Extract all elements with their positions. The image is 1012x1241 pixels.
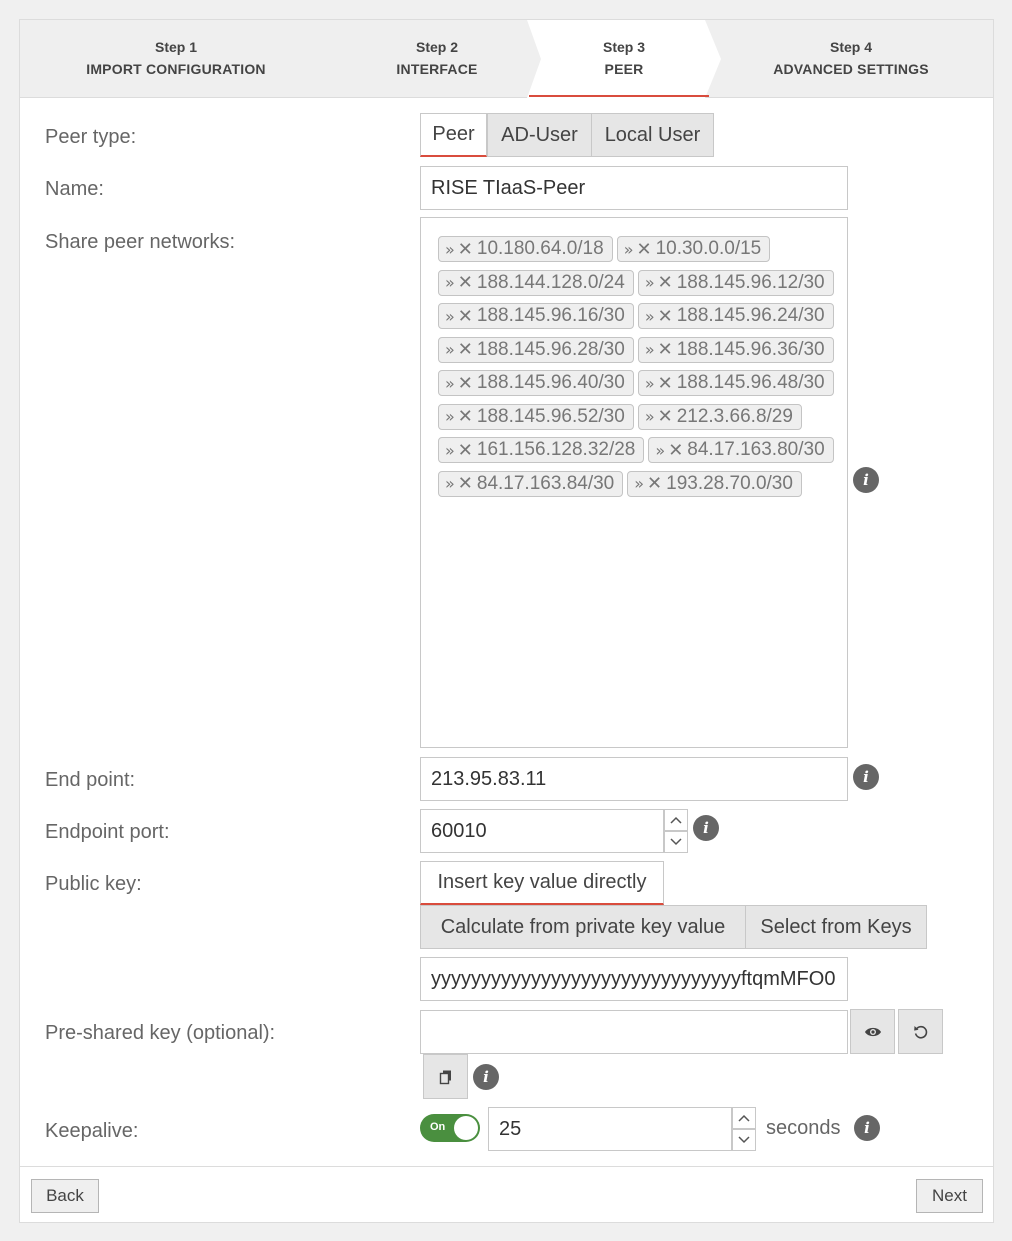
network-chip[interactable] xyxy=(648,437,833,463)
network-chip-label: 193.28.70.0/30 xyxy=(666,472,793,494)
network-chip-label: 84.17.163.84/30 xyxy=(476,472,615,494)
network-chip-label: 10.30.0.0/15 xyxy=(655,238,762,259)
network-chip-label: 84.17.163.80/30 xyxy=(687,439,825,460)
peer-type-peer-button[interactable]: Peer xyxy=(420,113,487,157)
drag-handle-icon[interactable]: » xyxy=(644,340,655,359)
drag-handle-icon[interactable]: » xyxy=(644,373,655,393)
endpoint-port-info-icon[interactable]: i xyxy=(693,815,719,841)
end-point-input[interactable] xyxy=(420,757,848,801)
network-chip-label: 188.145.96.28/30 xyxy=(476,338,625,360)
network-chip-label: 188.145.96.48/30 xyxy=(676,372,825,393)
remove-icon[interactable]: ✕ xyxy=(657,339,673,360)
keepalive-unit: seconds xyxy=(766,1117,841,1139)
network-chip[interactable] xyxy=(438,437,644,463)
step-advanced-settings[interactable] xyxy=(721,20,981,98)
keepalive-label: Keepalive: xyxy=(45,1120,139,1142)
network-chip-label: 212.3.66.8/29 xyxy=(676,405,793,427)
keepalive-input[interactable] xyxy=(488,1107,732,1151)
share-networks-field[interactable] xyxy=(420,217,848,748)
toggle-knob xyxy=(454,1116,478,1140)
network-chip-label: 188.145.96.36/30 xyxy=(676,338,825,360)
drag-handle-icon[interactable]: » xyxy=(644,407,655,426)
network-chip-label: 188.145.96.16/30 xyxy=(476,305,625,326)
network-chip-label: 161.156.128.32/28 xyxy=(476,439,636,460)
step-number: Step 1 xyxy=(154,39,197,55)
step-import-configuration[interactable] xyxy=(20,20,332,98)
drag-handle-icon[interactable]: » xyxy=(445,239,455,259)
peer-type-local-user-button[interactable]: Local User xyxy=(591,113,714,157)
psk-show-button[interactable] xyxy=(850,1009,895,1054)
psk-copy-button[interactable] xyxy=(423,1054,468,1099)
toggle-state-text: On xyxy=(430,1121,446,1133)
remove-icon[interactable]: ✕ xyxy=(657,406,673,427)
network-chip[interactable] xyxy=(438,337,634,363)
psk-regenerate-button[interactable] xyxy=(898,1009,943,1054)
step-peer[interactable] xyxy=(527,20,721,98)
drag-handle-icon[interactable]: » xyxy=(445,340,455,359)
drag-handle-icon[interactable]: » xyxy=(634,474,645,493)
drag-handle-icon[interactable]: » xyxy=(445,407,455,426)
endpoint-port-input[interactable] xyxy=(420,809,664,853)
public-key-insert-directly-button[interactable]: Insert key value directly xyxy=(420,861,664,905)
chevron-down-icon xyxy=(738,1136,750,1144)
step-number: Step 2 xyxy=(415,39,458,55)
network-chip[interactable] xyxy=(438,270,634,296)
chevron-up-icon xyxy=(738,1114,750,1122)
name-label: Name: xyxy=(45,178,104,200)
remove-icon[interactable]: ✕ xyxy=(636,238,652,260)
network-chip[interactable] xyxy=(438,370,634,396)
remove-icon[interactable]: ✕ xyxy=(457,473,473,494)
network-chip-label: 188.145.96.40/30 xyxy=(476,372,625,393)
step-number: Step 3 xyxy=(602,39,645,55)
network-chip-label: 10.180.64.0/18 xyxy=(476,238,604,259)
network-chip[interactable] xyxy=(638,337,834,363)
peer-type-ad-user-button[interactable]: AD-User xyxy=(487,113,592,157)
psk-label: Pre-shared key (optional): xyxy=(45,1022,276,1044)
chevron-down-icon xyxy=(670,838,682,846)
share-networks-label: Share peer networks: xyxy=(45,231,236,253)
drag-handle-icon[interactable]: » xyxy=(445,373,455,393)
drag-handle-icon[interactable]: » xyxy=(445,273,455,292)
network-chip-label: 188.145.96.12/30 xyxy=(676,271,825,293)
remove-icon[interactable]: ✕ xyxy=(457,272,473,293)
network-chip[interactable] xyxy=(627,471,802,497)
copy-icon xyxy=(438,1069,454,1085)
end-point-label: End point: xyxy=(45,769,136,791)
step-title: ADVANCED SETTINGS xyxy=(773,61,929,77)
drag-handle-icon[interactable]: » xyxy=(445,474,455,493)
remove-icon[interactable]: ✕ xyxy=(457,305,473,327)
network-chip[interactable] xyxy=(638,270,834,296)
drag-handle-icon[interactable]: » xyxy=(644,273,655,292)
wizard-panel xyxy=(19,19,994,1223)
next-button[interactable]: Next xyxy=(916,1179,983,1213)
keepalive-info-icon[interactable]: i xyxy=(854,1115,880,1141)
remove-icon[interactable]: ✕ xyxy=(457,238,473,260)
network-chip[interactable] xyxy=(638,370,834,396)
network-chip-label: 188.144.128.0/24 xyxy=(476,271,625,293)
drag-handle-icon[interactable]: » xyxy=(644,306,655,326)
step-title: PEER xyxy=(604,61,644,77)
remove-icon[interactable]: ✕ xyxy=(668,439,684,461)
drag-handle-icon[interactable]: » xyxy=(445,440,455,460)
network-chip[interactable] xyxy=(638,303,834,329)
step-title: IMPORT CONFIGURATION xyxy=(86,61,266,77)
remove-icon[interactable]: ✕ xyxy=(647,473,663,494)
psk-input[interactable] xyxy=(420,1010,848,1054)
remove-icon[interactable]: ✕ xyxy=(457,372,473,394)
network-chip[interactable] xyxy=(438,404,634,430)
network-chip[interactable] xyxy=(438,236,613,262)
keepalive-increment-button[interactable] xyxy=(732,1107,756,1129)
eye-icon xyxy=(864,1026,882,1038)
public-key-calculate-button[interactable]: Calculate from private key value xyxy=(420,905,746,949)
active-step-underline xyxy=(529,95,709,97)
peer-type-label: Peer type: xyxy=(45,126,137,148)
endpoint-port-label: Endpoint port: xyxy=(45,821,170,843)
endpoint-port-increment-button[interactable] xyxy=(664,809,688,831)
step-number: Step 4 xyxy=(829,39,872,55)
end-point-info-icon[interactable]: i xyxy=(853,764,879,790)
network-chip[interactable] xyxy=(438,303,634,329)
remove-icon[interactable]: ✕ xyxy=(457,406,473,427)
keepalive-toggle[interactable] xyxy=(420,1114,480,1142)
drag-handle-icon[interactable]: » xyxy=(655,440,666,460)
network-chip-label: 188.145.96.24/30 xyxy=(676,305,825,326)
psk-info-icon[interactable]: i xyxy=(473,1064,499,1090)
remove-icon[interactable]: ✕ xyxy=(457,339,473,360)
share-networks-info-icon[interactable]: i xyxy=(853,467,879,493)
public-key-input[interactable] xyxy=(420,957,848,1001)
remove-icon[interactable]: ✕ xyxy=(657,272,673,293)
remove-icon[interactable]: ✕ xyxy=(657,305,673,327)
keepalive-decrement-button[interactable] xyxy=(732,1129,756,1151)
network-chip[interactable] xyxy=(617,236,771,262)
refresh-icon xyxy=(913,1024,929,1040)
endpoint-port-decrement-button[interactable] xyxy=(664,831,688,853)
network-chip[interactable] xyxy=(638,404,802,430)
network-chip-label: 188.145.96.52/30 xyxy=(476,405,625,427)
step-interface[interactable] xyxy=(332,20,542,98)
step-title: INTERFACE xyxy=(396,61,478,77)
chevron-up-icon xyxy=(670,816,682,824)
name-input[interactable] xyxy=(420,166,848,210)
public-key-select-from-keys-button[interactable]: Select from Keys xyxy=(745,905,927,949)
network-chip[interactable] xyxy=(438,471,623,497)
steps-bar xyxy=(20,20,993,98)
wizard-footer xyxy=(20,1166,993,1222)
public-key-label: Public key: xyxy=(45,873,142,895)
remove-icon[interactable]: ✕ xyxy=(657,372,673,394)
drag-handle-icon[interactable]: » xyxy=(623,239,634,259)
remove-icon[interactable]: ✕ xyxy=(457,439,473,461)
drag-handle-icon[interactable]: » xyxy=(445,306,455,326)
back-button[interactable]: Back xyxy=(31,1179,99,1213)
